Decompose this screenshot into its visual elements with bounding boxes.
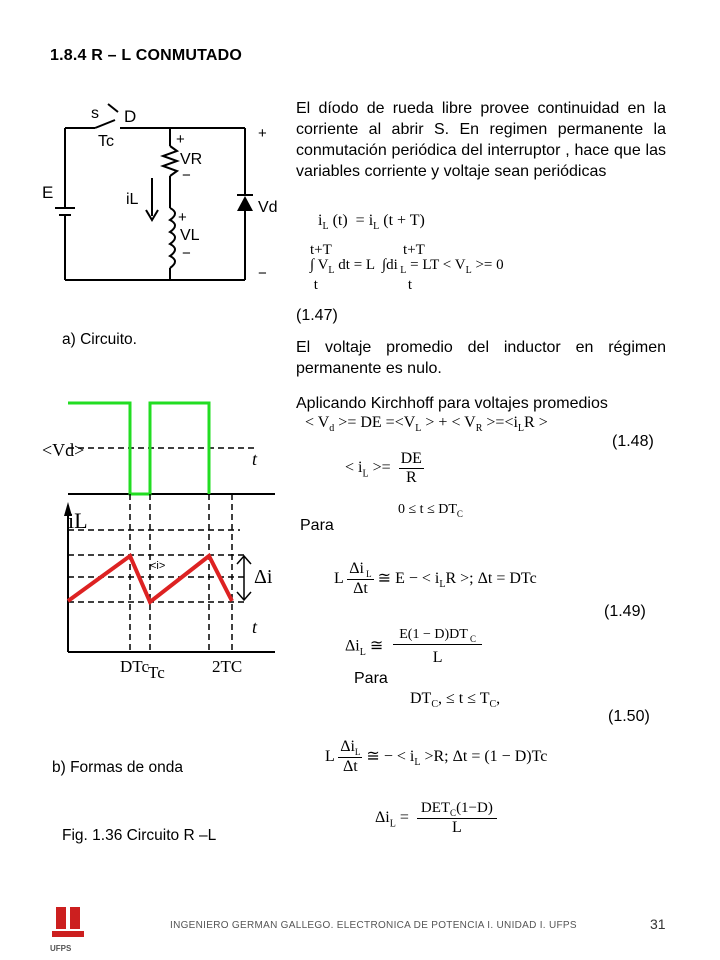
vr-label: VR [180, 151, 203, 168]
eq-integral: t+T t+T ∫ $V_L$ dt = L ∫di $_L$ = LT < $V_L >= 0$ t t [310, 242, 504, 293]
paragraph-average: El voltaje promedio del inductor en régimen permanente es nulo. [296, 339, 666, 377]
delta-i-label: Δi [254, 566, 273, 588]
para-label-1: Para [300, 517, 334, 534]
caption-circuit: a) Circuito. [62, 331, 137, 348]
vd-label: Vd [258, 199, 278, 216]
switch-label: s [91, 105, 99, 122]
current-label: iL [126, 191, 139, 208]
figure-caption: Fig. 1.36 Circuito R –L [62, 827, 217, 844]
2tc-label: 2TC [212, 657, 243, 676]
paragraph-kirchhoff: Aplicando Kirchhoff para voltajes promedios [296, 395, 608, 412]
vd-minus: − [258, 265, 267, 282]
eq-number-1-50: (1.50) [608, 708, 650, 725]
source-label: E [42, 183, 54, 202]
eq-periodicity: $i_L$ $(t) = i_L$ (t + T) [318, 212, 425, 233]
ufps-logo [44, 903, 102, 955]
eq-number-1-48: (1.48) [612, 433, 654, 450]
para-label-2: Para [354, 670, 388, 687]
tc-tick-label: Tc [148, 663, 165, 682]
t-axis-top: t [252, 449, 258, 469]
section-title: 1.8.4 R – L CONMUTADO [50, 47, 243, 64]
diode-symbol [237, 196, 253, 211]
eq-off-state: L $\Delta i_L$ Δt ≅ − < $i_L >R$; Δt = (1 − D)Tc [325, 738, 548, 776]
rl-circuit-diagram [40, 98, 290, 298]
footer-text: INGENIERO GERMAN GALLEGO. ELECTRONICA DE POTENCIA I. UNIDAD I. UFPS [170, 920, 577, 931]
vr-plus: + [176, 131, 185, 148]
eq-number-1-49: (1.49) [604, 603, 646, 620]
eq-kirchhoff: < $V_d$ >= DE $=<V_L$ > + < $V_R >=<i_LR$ > [305, 414, 548, 435]
eq-interval-on: $0 \le t \le DT_C$ [398, 502, 463, 519]
eq-on-state: L $\frac{\Delta i _L}{\Delta t}$ ≅ E − < $i_LR$ >; Δt = DTc [334, 560, 537, 598]
caption-waveforms: b) Formas de onda [52, 759, 183, 776]
vl-plus: + [178, 209, 187, 226]
diode-d-label: D [124, 107, 137, 126]
vl-minus: − [182, 245, 191, 262]
vd-plus: + [258, 125, 267, 142]
eq-interval-off: $DT_C$, ≤ $t \le T_C$, [410, 690, 501, 711]
eq-ripple-on: $\Delta i_L$ ≅ $\frac{E(1 - D)DT _C}{L}$ [345, 627, 482, 667]
paragraph-diode: El díodo de rueda libre provee continuidad en la corriente al abrir S. En regimen permanente la conmutación periódica del interruptor , hace que las variables corriente y voltaje sean periódicas [296, 100, 666, 180]
t-axis-bottom: t [252, 617, 258, 637]
eq-ripple-off: $\Delta i_L$ = $DET_C(1-D)$ L [375, 800, 497, 837]
i-avg-label: <i> [150, 560, 166, 572]
eq-number-1-47: (1.47) [296, 307, 338, 324]
waveform-diagram [40, 390, 280, 700]
eq-mean-current: < $i_L$ >= $\frac{DE}{R}$ [345, 450, 422, 486]
tc-label: Tc [98, 133, 114, 150]
vl-label: VL [180, 227, 200, 244]
page-number: 31 [650, 916, 666, 932]
vr-minus: − [182, 167, 191, 184]
logo-text: UFPS [50, 944, 72, 953]
dtc-label: DTc [120, 657, 150, 676]
vd-avg-label: <Vd> [42, 440, 85, 460]
il-axis-label: iL [68, 508, 88, 533]
